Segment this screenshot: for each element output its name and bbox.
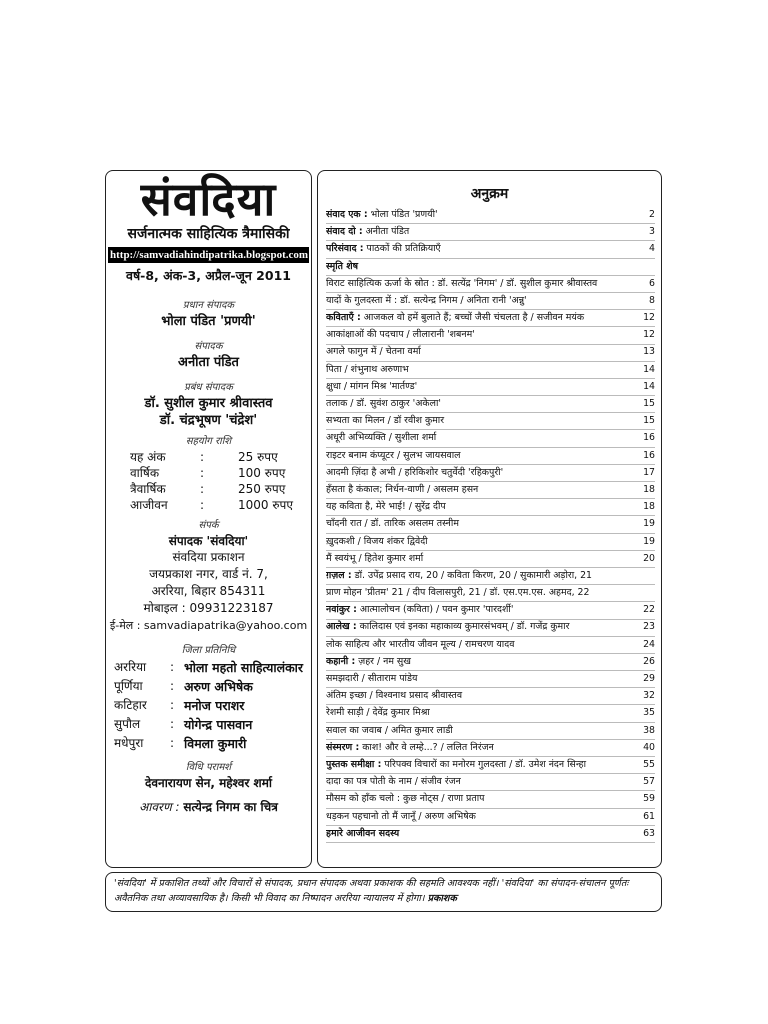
subscription-value: 1000 रुपए (238, 498, 293, 512)
toc-page-number: 59 (643, 793, 655, 805)
toc-entry-title (326, 395, 637, 412)
toc-entry-text: काश! और वे लम्हे...? / ललित निरंजन (359, 741, 494, 753)
toc-entry-text: धड़कन पहचानो तो मैं जानूँ / अरुण अभिषेक (326, 810, 476, 822)
toc-page-number: 38 (643, 724, 655, 736)
toc-entry (326, 482, 655, 499)
toc-entry-text: अगले फागुन में / चेतना वर्मा (326, 346, 421, 358)
toc-entry-title (326, 722, 637, 739)
toc-entry (326, 499, 655, 516)
subscription-row (106, 449, 311, 465)
toc-entry-text: मौसम को हाँक चलो : कुछ नोट्स / राणा प्रताप (326, 793, 485, 805)
toc-page-number: 55 (643, 758, 655, 770)
toc-entry-title (326, 567, 637, 584)
separator: : (170, 717, 175, 731)
editor-role: संपादक (194, 341, 223, 352)
toc-page-number: 18 (643, 483, 655, 495)
toc-entry-text: हँसता है कंकाल; निर्धन-वाणी / असलम हसन (326, 483, 479, 495)
toc-section-label: पुस्तक समीक्षा : (326, 758, 382, 770)
toc-entry-text: कालिदास एवं इनका महाकाव्य कुमारसंभवम् / डॉ. गजेंद्र कुमार (356, 621, 570, 633)
toc-entry-title (326, 533, 637, 550)
toc-page-number: 23 (643, 621, 655, 633)
toc-entry-text: सवाल का जवाब / अमित कुमार लाडी (326, 724, 453, 736)
toc-section-label: नवांकुर : (326, 604, 357, 616)
toc-entry (326, 465, 655, 482)
subscription-label: वार्षिक (130, 466, 160, 480)
contact-phone: मोबाइल : 09931223187 (143, 601, 274, 615)
blog-url[interactable]: http://samvadiahindipatrika.blogspot.com (110, 249, 309, 261)
toc-entry-title (326, 292, 637, 309)
toc-entry-text: यह कविता है, मेरे भाई! / सुरेंद्र दीप (326, 501, 446, 513)
toc-entry-text: यादों के गुलदस्ता में : डॉ. सत्येन्द्र निगम / अनिता रानी 'अन्नु' (326, 294, 527, 306)
subscription-role: सहयोग राशि (185, 436, 232, 447)
toc-page-number: 18 (643, 501, 655, 513)
toc-entry (326, 791, 655, 808)
toc-entry-title (326, 756, 637, 773)
separator: : (170, 679, 175, 693)
toc-entry-title (326, 343, 637, 360)
toc-entry-title (326, 309, 637, 326)
toc-entry-title (326, 670, 637, 687)
toc-entry-title (326, 687, 637, 704)
district-row (106, 734, 311, 753)
toc-page-number: 4 (649, 243, 655, 255)
representative-name: विमला कुमारी (184, 736, 247, 751)
toc-entry (326, 620, 655, 637)
toc-entry-text: दादा का पत्र पोती के नाम / संजीव रंजन (326, 776, 461, 788)
toc-page-number: 14 (643, 363, 655, 375)
toc-entry (326, 362, 655, 379)
toc-entry-text: आदमी ज़िंदा है अभी / हरिकिशोर चतुर्वेदी 'रहिकपुरी' (326, 466, 504, 478)
representative-name: योगेन्द्र पासवान (184, 717, 253, 732)
toc-page-number: 3 (649, 226, 655, 238)
toc-entry-title (326, 790, 637, 807)
toc-page-number: 14 (643, 380, 655, 392)
subscription-value: 25 रुपए (238, 450, 278, 464)
toc-entry (326, 241, 655, 258)
toc-entry-title (326, 240, 637, 257)
contact-role: संपर्क (198, 520, 219, 531)
toc-page-number: 15 (643, 415, 655, 427)
toc-entry (326, 826, 655, 843)
toc-entry (326, 207, 655, 224)
representative-name: अरुण अभिषेक (184, 679, 253, 694)
toc-entry-title (326, 636, 637, 653)
toc-section-label: संस्मरण : (326, 741, 360, 753)
toc-entry-text: रेशमी साड़ी / देवेंद्र कुमार मिश्रा (326, 707, 430, 719)
district-row (106, 658, 311, 677)
toc-page-number: 61 (643, 810, 655, 822)
toc-entry-text: आत्मालोचन (कविता) / पवन कुमार 'पारदर्शी' (356, 604, 514, 616)
toc-entry-title (326, 361, 637, 378)
separator: : (200, 498, 205, 512)
toc-entry-title (326, 206, 637, 223)
toc-entry (326, 809, 655, 826)
toc-entry-title (326, 515, 637, 532)
toc-page-number: 40 (643, 741, 655, 753)
toc-entry-title (326, 601, 637, 618)
toc-section-label: संवाद दो : (326, 226, 363, 238)
issue-line: वर्ष-8, अंक-3, अप्रैल-जून 2011 (126, 268, 291, 283)
contact-email[interactable]: ई-मेल : samvadiapatrika@yahoo.com (109, 619, 308, 632)
toc-page-number: 12 (643, 312, 655, 324)
toc-list (318, 207, 661, 843)
toc-entry-text: अंतिम इच्छा / विश्वनाथ प्रसाद श्रीवास्तव (326, 690, 463, 702)
toc-page-number: 15 (643, 398, 655, 410)
toc-section-label: हमारे आजीवन सदस्य (326, 827, 400, 839)
toc-page-number: 6 (649, 277, 655, 289)
toc-entry-title (326, 412, 637, 429)
toc-section-label: स्मृति शेष (326, 260, 359, 272)
cover-credit (106, 798, 311, 816)
toc-entry (326, 654, 655, 671)
legal-advisor-names: देवनारायण सेन, महेश्वर शर्मा (144, 776, 272, 790)
district-name: पूर्णिया (114, 679, 143, 693)
toc-entry (326, 602, 655, 619)
toc-entry (326, 276, 655, 293)
toc-page-number: 16 (643, 432, 655, 444)
toc-page-number: 19 (643, 535, 655, 547)
representative-name: मनोज पराशर (184, 698, 245, 713)
toc-page-number: 24 (643, 638, 655, 650)
toc-entry-text: मैं स्वयंभू / हितेश कुमार शर्मा (326, 552, 424, 564)
district-reps-role: जिला प्रतिनिधि (181, 645, 236, 656)
toc-entry (326, 516, 655, 533)
toc-entry-title (326, 326, 637, 343)
toc-section-label: कहानी : (326, 655, 356, 667)
toc-entry (326, 293, 655, 310)
contact-line: अररिया, बिहार 854311 (151, 584, 266, 598)
contact-line: संवदिया प्रकाशन (172, 550, 245, 564)
magazine-title: संवदिया (140, 172, 277, 226)
toc-entry (326, 637, 655, 654)
toc-entry-title (326, 550, 637, 567)
toc-entry-text: राइटर बनाम कंप्यूटर / सुलभ जायसवाल (326, 449, 461, 461)
toc-entry (326, 430, 655, 447)
toc-entry-title (326, 258, 637, 275)
subscription-label: आजीवन (130, 498, 168, 512)
disclaimer-text (106, 873, 661, 906)
representative-name: भोला महतो साहित्यालंकार (184, 660, 304, 675)
toc-entry-title (326, 618, 637, 635)
district-row (106, 677, 311, 696)
toc-entry (326, 757, 655, 774)
toc-entry (326, 396, 655, 413)
toc-page-number: 16 (643, 449, 655, 461)
toc-entry-text: ज़हर / नम सुख (355, 655, 411, 667)
toc-title: अनुक्रम (470, 186, 509, 202)
toc-entry-text: प्राण मोहन 'प्रीतम' 21 / दीप विलासपुरी, 21 / डॉ. एस.एम.एस. अहमद, 22 (326, 587, 590, 599)
disclaimer: 'संवदिया' में प्रकाशित तथ्यों और विचारों से संपादक, प्रधान संपादक अथवा प्रकाशक की सहमति आवश्यक नहीं। 'संवदिया' का संपादन-संचालन पूर्णतः अवैतनिक तथा अव्यावसायिक है। किसी भी विवाद का निष्पादन अररिया न्यायालय में होगा। (114, 878, 629, 904)
toc-entry-title (326, 704, 637, 721)
toc-entry-text: सभ्यता का मिलन / डॉ रवीश कुमार (326, 415, 445, 427)
toc-entry-text: अनीता पंडित (362, 226, 410, 238)
toc-page-number: 20 (643, 552, 655, 564)
chief-editor-role: प्रधान संपादक (182, 300, 235, 311)
managing-editor-role: प्रबंध संपादक (184, 382, 233, 393)
toc-entry-title (326, 447, 637, 464)
toc-entry-text: पिता / शंभुनाथ अरुणाभ (326, 363, 409, 375)
toc-entry (326, 551, 655, 568)
toc-entry-text: आजकल वो हमें बुलाते हैं; बच्चों जैसी चंचलता है / सजीवन मयंक (360, 312, 585, 324)
contact-editor: संपादक 'संवदिया' (168, 534, 249, 548)
magazine-subtitle: सर्जनात्मक साहित्यिक त्रैमासिकी (127, 226, 290, 242)
subscription-value: 250 रुपए (238, 482, 286, 496)
toc-entry (326, 705, 655, 722)
editor-name: अनीता पंडित (178, 355, 239, 370)
subscription-row (106, 481, 311, 497)
separator: : (200, 450, 205, 464)
subscription-row (106, 465, 311, 481)
toc-page-number: 32 (643, 690, 655, 702)
district-name: मधेपुरा (114, 736, 144, 750)
toc-page-number: 29 (643, 673, 655, 685)
toc-entry-text: क्षुधा / मांगन मिश्र 'मार्तण्ड' (326, 380, 418, 392)
toc-entry-text: विराट साहित्यिक ऊर्जा के स्रोत : डॉ. सत्येंद्र 'निगम' / डॉ. सुशील कुमार श्रीवास्तव (326, 277, 598, 289)
cover-artist: सत्येन्द्र निगम का चित्र (183, 800, 278, 814)
toc-entry-text: चाँदनी रात / डॉ. तारिक असलम तस्नीम (326, 518, 459, 530)
toc-entry (326, 379, 655, 396)
masthead-panel (105, 170, 312, 868)
toc-entry-title (326, 584, 637, 601)
toc-entry (326, 740, 655, 757)
district-row (106, 715, 311, 734)
toc-page-number: 2 (649, 208, 655, 220)
toc-entry-text: पाठकों की प्रतिक्रियाएँ (363, 243, 441, 255)
toc-entry (326, 345, 655, 362)
toc-page-number: 17 (643, 466, 655, 478)
separator: : (170, 660, 175, 674)
toc-entry (326, 310, 655, 327)
toc-section-label: परिसंवाद : (326, 243, 364, 255)
toc-entry (326, 774, 655, 791)
toc-entry-title (326, 378, 637, 395)
toc-entry-text: ख़ुदकशी / विजय शंकर द्विवेदी (326, 535, 428, 547)
district-name: सुपौल (114, 717, 141, 731)
toc-entry-title (326, 739, 637, 756)
separator: : (200, 482, 205, 496)
toc-entry-text: परिपक्व विचारों का मनोरम गुलदस्ता / डॉ. उमेश नंदन सिन्हा (381, 758, 587, 770)
toc-entry-text: लोक साहित्य और भारतीय जीवन मूल्य / रामचरण यादव (326, 638, 515, 650)
toc-page-number: 19 (643, 518, 655, 530)
toc-entry-text: भोला पंडित 'प्रणयी' (367, 208, 438, 220)
subscription-value: 100 रुपए (238, 466, 286, 480)
toc-entry-title (326, 653, 637, 670)
chief-editor-name: भोला पंडित 'प्रणयी' (161, 314, 256, 329)
district-reps-table (106, 658, 311, 753)
subscription-row (106, 497, 311, 513)
separator: : (170, 698, 175, 712)
toc-section-label: ग़ज़ल : (326, 569, 352, 581)
toc-entry (326, 671, 655, 688)
separator: : (200, 466, 205, 480)
toc-page-number: 35 (643, 707, 655, 719)
toc-entry-text: समझदारी / सीताराम पांडेय (326, 673, 418, 685)
toc-page-number: 26 (643, 655, 655, 667)
separator: : (170, 736, 175, 750)
district-row (106, 696, 311, 715)
toc-entry (326, 568, 655, 585)
toc-section-label: आलेख : (326, 621, 357, 633)
toc-entry-text: आकांक्षाओं की पदचाप / लीलारानी 'शबनम' (326, 329, 475, 341)
contact-line: जयप्रकाश नगर, वार्ड नं. 7, (149, 567, 268, 581)
subscription-label: यह अंक (130, 450, 166, 464)
toc-page-number: 63 (643, 827, 655, 839)
toc-entry (326, 327, 655, 344)
toc-entry (326, 534, 655, 551)
disclaimer-box (105, 872, 662, 912)
toc-page-number: 12 (643, 329, 655, 341)
toc-entry-title (326, 429, 637, 446)
toc-entry-title (326, 825, 637, 842)
toc-entry-text: डॉ. उपेंद्र प्रसाद राय, 20 / कविता किरण, 20 / सुकामारी अड़ोरा, 21 (351, 569, 593, 581)
toc-entry (326, 224, 655, 241)
managing-editor-name: डॉ. सुशील कुमार श्रीवास्तव (144, 396, 273, 411)
table-of-contents-panel (317, 170, 662, 868)
toc-entry (326, 413, 655, 430)
legal-advisor-role: विधि परामर्श (185, 762, 232, 773)
toc-entry-text: तलाक / डॉ. सुवंश ठाकुर 'अकेला' (326, 398, 441, 410)
subscription-table (106, 449, 311, 513)
toc-entry (326, 259, 655, 276)
district-name: अररिया (114, 660, 147, 674)
toc-page-number: 22 (643, 604, 655, 616)
toc-entry (326, 585, 655, 602)
toc-entry-title (326, 498, 637, 515)
toc-entry-title (326, 481, 637, 498)
toc-entry-title (326, 464, 637, 481)
toc-entry (326, 723, 655, 740)
toc-page-number: 8 (649, 294, 655, 306)
toc-section-label: कविताएँ : (326, 312, 361, 324)
toc-section-label: संवाद एक : (326, 208, 368, 220)
toc-entry (326, 448, 655, 465)
toc-entry-title (326, 275, 637, 292)
toc-entry-title (326, 808, 637, 825)
toc-page-number: 57 (643, 776, 655, 788)
publisher-signature: प्रकाशक (427, 893, 457, 904)
toc-page-number: 13 (643, 346, 655, 358)
subscription-label: त्रैवार्षिक (130, 482, 166, 496)
managing-editor-name: डॉ. चंद्रभूषण 'चंद्रेश' (159, 413, 258, 428)
district-name: कटिहार (114, 698, 147, 712)
toc-entry-text: अधूरी अभिव्यक्ति / सुशीला शर्मा (326, 432, 437, 444)
toc-entry-title (326, 223, 637, 240)
toc-entry-title (326, 773, 637, 790)
toc-entry (326, 688, 655, 705)
cover-label: आवरण : (139, 800, 180, 814)
